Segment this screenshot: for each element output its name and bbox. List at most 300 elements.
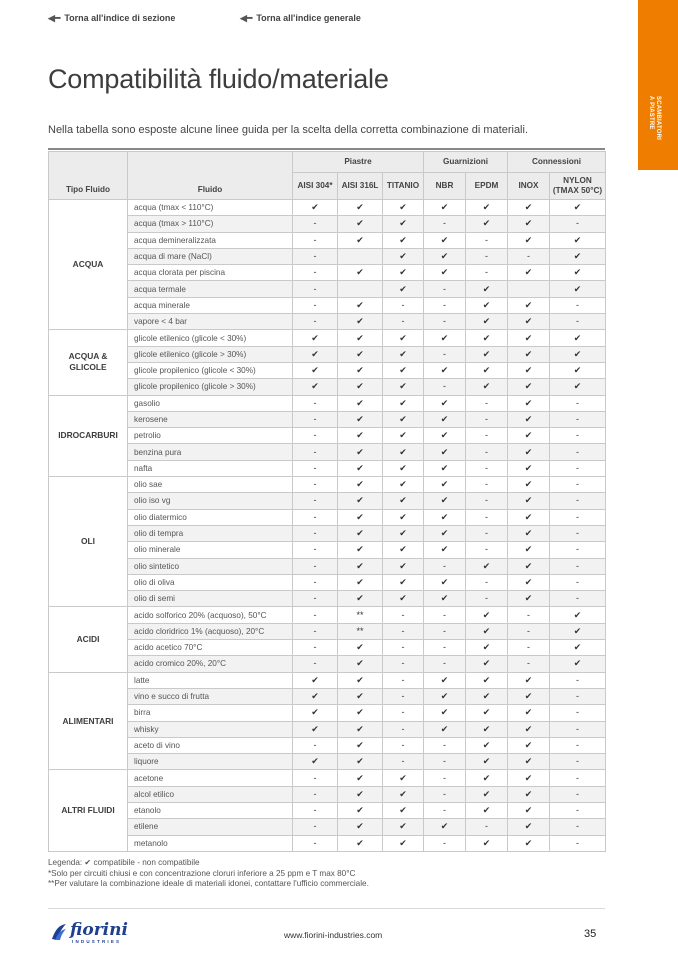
compatibility-cell: - bbox=[383, 314, 424, 330]
compatibility-cell: ✔ bbox=[293, 721, 338, 737]
compatibility-cell: - bbox=[466, 411, 508, 427]
compatibility-cell: ✔ bbox=[466, 688, 508, 704]
compatibility-cell: - bbox=[550, 216, 606, 232]
fluid-cell: acqua demineralizzata bbox=[128, 232, 293, 248]
fluid-cell: acqua (tmax < 110°C) bbox=[128, 200, 293, 216]
back-arrow-icon: ◀━ bbox=[48, 13, 61, 23]
compatibility-cell bbox=[338, 281, 383, 297]
compatibility-cell: - bbox=[508, 640, 550, 656]
table-row bbox=[49, 362, 606, 378]
compatibility-cell: ✔ bbox=[383, 477, 424, 493]
compatibility-cell: - bbox=[383, 672, 424, 688]
fluid-cell: olio iso vg bbox=[128, 493, 293, 509]
compatibility-cell: - bbox=[424, 770, 466, 786]
compatibility-cell: ✔ bbox=[424, 265, 466, 281]
compatibility-cell: ✔ bbox=[338, 688, 383, 704]
compatibility-cell: ✔ bbox=[383, 248, 424, 264]
compatibility-cell: ✔ bbox=[338, 754, 383, 770]
compatibility-cell: - bbox=[550, 672, 606, 688]
compatibility-cell: - bbox=[466, 248, 508, 264]
compatibility-cell: ✔ bbox=[424, 525, 466, 541]
compatibility-cell: ✔ bbox=[550, 281, 606, 297]
compatibility-cell: - bbox=[466, 428, 508, 444]
fluid-cell: acido solforico 20% (acquoso), 50°C bbox=[128, 607, 293, 623]
compatibility-cell: ✔ bbox=[550, 248, 606, 264]
logo-name: fiorini bbox=[70, 920, 128, 940]
table-row bbox=[49, 705, 606, 721]
compatibility-cell: ✔ bbox=[508, 802, 550, 818]
table-row bbox=[49, 477, 606, 493]
table-row bbox=[49, 411, 606, 427]
compatibility-cell: ✔ bbox=[424, 721, 466, 737]
compatibility-cell: ✔ bbox=[466, 672, 508, 688]
compatibility-cell: ✔ bbox=[466, 379, 508, 395]
compatibility-cell: ✔ bbox=[383, 216, 424, 232]
compatibility-cell: - bbox=[293, 216, 338, 232]
compatibility-cell: ✔ bbox=[424, 542, 466, 558]
compatibility-cell: ✔ bbox=[424, 574, 466, 590]
compatibility-cell: ✔ bbox=[338, 705, 383, 721]
compatibility-cell: ✔ bbox=[338, 428, 383, 444]
compatibility-cell: ✔ bbox=[466, 607, 508, 623]
compatibility-cell: ✔ bbox=[424, 428, 466, 444]
compatibility-cell: ✔ bbox=[550, 640, 606, 656]
compatibility-cell: ✔ bbox=[508, 525, 550, 541]
fluid-cell: acetone bbox=[128, 770, 293, 786]
compatibility-cell: - bbox=[293, 297, 338, 313]
fluid-cell: birra bbox=[128, 705, 293, 721]
compatibility-cell: ✔ bbox=[338, 346, 383, 362]
compatibility-cell: - bbox=[383, 721, 424, 737]
compatibility-cell: - bbox=[383, 607, 424, 623]
compatibility-cell: ✔ bbox=[466, 314, 508, 330]
table-row bbox=[49, 232, 606, 248]
compatibility-cell: ✔ bbox=[508, 591, 550, 607]
compatibility-cell: - bbox=[550, 835, 606, 851]
compatibility-cell: ✔ bbox=[338, 802, 383, 818]
compatibility-cell: ✔ bbox=[424, 248, 466, 264]
compatibility-cell: ✔ bbox=[293, 346, 338, 362]
compatibility-cell: ✔ bbox=[508, 493, 550, 509]
compatibility-cell: - bbox=[550, 754, 606, 770]
compatibility-cell: - bbox=[424, 656, 466, 672]
compatibility-cell: ✔ bbox=[508, 509, 550, 525]
fluid-cell: olio minerale bbox=[128, 542, 293, 558]
compatibility-cell: - bbox=[508, 623, 550, 639]
compatibility-cell: - bbox=[550, 786, 606, 802]
table-row bbox=[49, 248, 606, 264]
fluid-cell: vino e succo di frutta bbox=[128, 688, 293, 704]
header-col-nbr: NBR bbox=[424, 173, 466, 200]
compatibility-cell: - bbox=[550, 297, 606, 313]
category-cell: ACQUA & GLICOLE bbox=[49, 330, 128, 395]
compatibility-cell: ✔ bbox=[338, 721, 383, 737]
compatibility-cell: ✔ bbox=[338, 493, 383, 509]
table-row bbox=[49, 623, 606, 639]
compatibility-cell: - bbox=[293, 802, 338, 818]
fluid-cell: olio di semi bbox=[128, 591, 293, 607]
compatibility-cell: - bbox=[293, 819, 338, 835]
fluid-cell: glicole propilenico (glicole < 30%) bbox=[128, 362, 293, 378]
compatibility-cell: - bbox=[293, 509, 338, 525]
compatibility-cell: ✔ bbox=[383, 525, 424, 541]
compatibility-cell: ✔ bbox=[508, 705, 550, 721]
compatibility-cell: ✔ bbox=[508, 216, 550, 232]
compatibility-cell: - bbox=[424, 623, 466, 639]
compatibility-cell: - bbox=[293, 477, 338, 493]
table-row bbox=[49, 395, 606, 411]
compatibility-cell: ✔ bbox=[293, 754, 338, 770]
compatibility-cell: - bbox=[466, 574, 508, 590]
compatibility-cell: ✔ bbox=[466, 330, 508, 346]
compatibility-cell: ✔ bbox=[550, 346, 606, 362]
legend-symbols: Legenda: ✔ compatibile - non compatibile bbox=[48, 858, 200, 867]
compatibility-cell: - bbox=[508, 656, 550, 672]
compatibility-cell: - bbox=[424, 737, 466, 753]
fluid-cell: olio sintetico bbox=[128, 558, 293, 574]
compatibility-cell: - bbox=[293, 656, 338, 672]
compatibility-cell: - bbox=[293, 591, 338, 607]
header-group-connessioni: Connessioni bbox=[508, 152, 606, 173]
compatibility-cell: ✔ bbox=[508, 754, 550, 770]
compatibility-cell: ✔ bbox=[550, 330, 606, 346]
compatibility-cell: - bbox=[424, 754, 466, 770]
compatibility-cell bbox=[508, 281, 550, 297]
compatibility-cell: - bbox=[466, 819, 508, 835]
fluid-cell: olio diatermico bbox=[128, 509, 293, 525]
compatibility-cell: ✔ bbox=[383, 591, 424, 607]
compatibility-cell: ✔ bbox=[508, 477, 550, 493]
compatibility-cell: ✔ bbox=[383, 281, 424, 297]
compatibility-cell: ✔ bbox=[550, 232, 606, 248]
compatibility-cell: ✔ bbox=[508, 835, 550, 851]
compatibility-cell: ✔ bbox=[466, 558, 508, 574]
compatibility-cell: ✔ bbox=[338, 509, 383, 525]
compatibility-cell: - bbox=[293, 395, 338, 411]
compatibility-cell: - bbox=[293, 232, 338, 248]
table-row bbox=[49, 607, 606, 623]
fluid-cell: benzina pura bbox=[128, 444, 293, 460]
compatibility-cell: - bbox=[550, 509, 606, 525]
compatibility-cell: ✔ bbox=[338, 216, 383, 232]
compatibility-cell: ✔ bbox=[338, 640, 383, 656]
compatibility-cell: ✔ bbox=[550, 623, 606, 639]
compatibility-cell: - bbox=[466, 542, 508, 558]
compatibility-cell: ✔ bbox=[508, 672, 550, 688]
back-to-general-index-link[interactable]: ◀━ Torna all'indice generale bbox=[240, 13, 361, 23]
fluid-cell: olio di tempra bbox=[128, 525, 293, 541]
compatibility-cell: - bbox=[550, 558, 606, 574]
table-row bbox=[49, 721, 606, 737]
table-row bbox=[49, 591, 606, 607]
fiorini-logo-icon bbox=[50, 922, 68, 942]
table-row bbox=[49, 297, 606, 313]
compatibility-cell: ✔ bbox=[550, 379, 606, 395]
compatibility-cell: ✔ bbox=[424, 509, 466, 525]
fluid-cell: whisky bbox=[128, 721, 293, 737]
table-row bbox=[49, 835, 606, 851]
compatibility-cell: ✔ bbox=[508, 444, 550, 460]
fluid-cell: acqua (tmax > 110°C) bbox=[128, 216, 293, 232]
compatibility-cell: - bbox=[424, 314, 466, 330]
compatibility-cell: - bbox=[550, 477, 606, 493]
category-cell: ACQUA bbox=[49, 200, 128, 330]
compatibility-cell: ✔ bbox=[383, 819, 424, 835]
compatibility-cell: ** bbox=[338, 607, 383, 623]
compatibility-cell: - bbox=[466, 460, 508, 476]
fluid-cell: alcol etilico bbox=[128, 786, 293, 802]
intro-text: Nella tabella sono esposte alcune linee guida per la scelta della corretta combinazione di materiali. bbox=[48, 124, 529, 136]
fluid-cell: aceto di vino bbox=[128, 737, 293, 753]
compatibility-cell: ✔ bbox=[293, 379, 338, 395]
compatibility-cell: ✔ bbox=[424, 232, 466, 248]
compatibility-table bbox=[48, 151, 606, 852]
compatibility-cell: ✔ bbox=[338, 786, 383, 802]
table-row bbox=[49, 493, 606, 509]
compatibility-cell: ✔ bbox=[508, 574, 550, 590]
compatibility-cell: ✔ bbox=[508, 688, 550, 704]
table-row bbox=[49, 379, 606, 395]
category-cell: ALTRI FLUIDI bbox=[49, 770, 128, 851]
compatibility-cell: ✔ bbox=[466, 705, 508, 721]
compatibility-cell: - bbox=[550, 525, 606, 541]
compatibility-cell: ✔ bbox=[508, 330, 550, 346]
compatibility-cell: ✔ bbox=[383, 428, 424, 444]
section-side-tab bbox=[638, 0, 678, 170]
compatibility-cell: - bbox=[293, 835, 338, 851]
compatibility-cell: - bbox=[424, 379, 466, 395]
compatibility-cell: - bbox=[293, 460, 338, 476]
compatibility-cell: ✔ bbox=[550, 200, 606, 216]
compatibility-cell: ✔ bbox=[466, 362, 508, 378]
compatibility-cell: ✔ bbox=[466, 200, 508, 216]
compatibility-cell: ✔ bbox=[338, 200, 383, 216]
fluid-cell: glicole etilenico (glicole < 30%) bbox=[128, 330, 293, 346]
fluid-cell: olio sae bbox=[128, 477, 293, 493]
compatibility-cell: - bbox=[293, 607, 338, 623]
section-side-tab-label: SCAMBIATORI A PIASTRE bbox=[648, 96, 661, 140]
compatibility-cell: - bbox=[383, 640, 424, 656]
compatibility-cell: - bbox=[550, 688, 606, 704]
compatibility-cell: - bbox=[424, 607, 466, 623]
compatibility-cell: ✔ bbox=[424, 493, 466, 509]
compatibility-cell: - bbox=[383, 297, 424, 313]
compatibility-cell: - bbox=[550, 395, 606, 411]
legend bbox=[48, 858, 369, 890]
compatibility-cell: - bbox=[550, 314, 606, 330]
compatibility-cell: ✔ bbox=[293, 688, 338, 704]
table-row bbox=[49, 444, 606, 460]
header-col-aisi316l: AISI 316L bbox=[338, 173, 383, 200]
compatibility-cell: ** bbox=[338, 623, 383, 639]
compatibility-cell: - bbox=[550, 721, 606, 737]
header-col-titanio: TITANIO bbox=[383, 173, 424, 200]
compatibility-cell: ✔ bbox=[383, 346, 424, 362]
compatibility-cell: ✔ bbox=[383, 200, 424, 216]
table-row bbox=[49, 542, 606, 558]
compatibility-cell: - bbox=[293, 640, 338, 656]
compatibility-cell: ✔ bbox=[383, 460, 424, 476]
compatibility-cell: ✔ bbox=[338, 672, 383, 688]
table-row bbox=[49, 802, 606, 818]
compatibility-cell: ✔ bbox=[338, 525, 383, 541]
table-row bbox=[49, 428, 606, 444]
compatibility-cell: - bbox=[424, 558, 466, 574]
legend-note-2: **Per valutare la combinazione ideale di materiali idonei, contattare l'ufficio commerciale. bbox=[48, 879, 369, 888]
compatibility-cell: - bbox=[424, 786, 466, 802]
compatibility-cell: - bbox=[550, 737, 606, 753]
compatibility-cell: ✔ bbox=[424, 200, 466, 216]
category-cell: ACIDI bbox=[49, 607, 128, 672]
compatibility-cell: ✔ bbox=[424, 444, 466, 460]
compatibility-cell: - bbox=[293, 737, 338, 753]
fluid-cell: glicole etilenico (glicole > 30%) bbox=[128, 346, 293, 362]
fiorini-logo bbox=[50, 920, 140, 948]
category-cell: IDROCARBURI bbox=[49, 395, 128, 476]
compatibility-cell: ✔ bbox=[508, 428, 550, 444]
compatibility-cell: - bbox=[550, 460, 606, 476]
compatibility-cell: - bbox=[424, 835, 466, 851]
fluid-cell: acido cromico 20%, 20°C bbox=[128, 656, 293, 672]
compatibility-cell: - bbox=[550, 428, 606, 444]
compatibility-cell: ✔ bbox=[508, 200, 550, 216]
website-url[interactable]: www.fiorini-industries.com bbox=[284, 930, 383, 940]
compatibility-cell: ✔ bbox=[383, 770, 424, 786]
compatibility-cell: ✔ bbox=[466, 281, 508, 297]
header-group-guarnizioni: Guarnizioni bbox=[424, 152, 508, 173]
compatibility-cell: - bbox=[293, 623, 338, 639]
compatibility-cell: - bbox=[293, 248, 338, 264]
compatibility-cell: ✔ bbox=[293, 362, 338, 378]
compatibility-cell: ✔ bbox=[338, 835, 383, 851]
back-arrow-icon: ◀━ bbox=[240, 13, 253, 23]
compatibility-cell: - bbox=[466, 525, 508, 541]
compatibility-cell: ✔ bbox=[338, 444, 383, 460]
compatibility-cell: - bbox=[424, 346, 466, 362]
header-col-aisi304: AISI 304* bbox=[293, 173, 338, 200]
compatibility-cell: - bbox=[550, 411, 606, 427]
compatibility-cell: - bbox=[293, 525, 338, 541]
compatibility-cell: - bbox=[550, 444, 606, 460]
compatibility-cell: ✔ bbox=[424, 362, 466, 378]
table-row bbox=[49, 346, 606, 362]
compatibility-cell: ✔ bbox=[424, 411, 466, 427]
compatibility-cell: - bbox=[424, 297, 466, 313]
compatibility-cell: - bbox=[383, 754, 424, 770]
compatibility-cell: ✔ bbox=[508, 558, 550, 574]
compatibility-cell: ✔ bbox=[508, 265, 550, 281]
logo-subtitle: INDUSTRIES bbox=[72, 939, 122, 944]
compatibility-cell: - bbox=[293, 574, 338, 590]
table-row bbox=[49, 770, 606, 786]
table-row bbox=[49, 330, 606, 346]
header-fluido: Fluido bbox=[128, 152, 293, 200]
compatibility-cell bbox=[338, 248, 383, 264]
compatibility-cell: - bbox=[383, 656, 424, 672]
compatibility-cell: ✔ bbox=[383, 835, 424, 851]
table-row bbox=[49, 216, 606, 232]
fluid-cell: acqua clorata per piscina bbox=[128, 265, 293, 281]
compatibility-cell: ✔ bbox=[338, 460, 383, 476]
fluid-cell: acido cloridrico 1% (acquoso), 20°C bbox=[128, 623, 293, 639]
compatibility-cell: ✔ bbox=[338, 411, 383, 427]
compatibility-cell: - bbox=[383, 688, 424, 704]
compatibility-cell: ✔ bbox=[466, 623, 508, 639]
compatibility-cell: ✔ bbox=[466, 346, 508, 362]
compatibility-cell: - bbox=[550, 574, 606, 590]
page-number: 35 bbox=[584, 928, 597, 940]
compatibility-cell: ✔ bbox=[338, 542, 383, 558]
compatibility-cell: ✔ bbox=[424, 819, 466, 835]
compatibility-cell: ✔ bbox=[508, 542, 550, 558]
compatibility-cell: ✔ bbox=[508, 395, 550, 411]
compatibility-cell: - bbox=[293, 428, 338, 444]
table-row bbox=[49, 281, 606, 297]
compatibility-cell: - bbox=[550, 591, 606, 607]
fluid-cell: acqua minerale bbox=[128, 297, 293, 313]
compatibility-cell: ✔ bbox=[383, 444, 424, 460]
compatibility-cell: ✔ bbox=[338, 558, 383, 574]
compatibility-cell: - bbox=[293, 281, 338, 297]
fluid-cell: acqua termale bbox=[128, 281, 293, 297]
compatibility-cell: - bbox=[508, 607, 550, 623]
fluid-cell: liquore bbox=[128, 754, 293, 770]
fluid-cell: gasolio bbox=[128, 395, 293, 411]
compatibility-cell: ✔ bbox=[383, 330, 424, 346]
compatibility-cell: - bbox=[466, 265, 508, 281]
compatibility-cell: ✔ bbox=[293, 330, 338, 346]
compatibility-cell: - bbox=[550, 705, 606, 721]
compatibility-cell: - bbox=[508, 248, 550, 264]
table-row bbox=[49, 460, 606, 476]
compatibility-cell: - bbox=[466, 477, 508, 493]
fluid-cell: petrolio bbox=[128, 428, 293, 444]
compatibility-cell: - bbox=[466, 509, 508, 525]
compatibility-cell: ✔ bbox=[466, 835, 508, 851]
compatibility-cell: ✔ bbox=[383, 786, 424, 802]
compatibility-cell: ✔ bbox=[466, 754, 508, 770]
compatibility-cell: ✔ bbox=[383, 379, 424, 395]
compatibility-cell: ✔ bbox=[424, 688, 466, 704]
back-to-section-link[interactable]: ◀━ Torna all'indice di sezione bbox=[48, 13, 176, 23]
compatibility-cell: - bbox=[293, 770, 338, 786]
fluid-cell: kerosene bbox=[128, 411, 293, 427]
compatibility-cell: ✔ bbox=[466, 721, 508, 737]
table-row bbox=[49, 737, 606, 753]
fluid-cell: etanolo bbox=[128, 802, 293, 818]
compatibility-cell: - bbox=[424, 281, 466, 297]
page-title: Compatibilità fluido/materiale bbox=[48, 64, 389, 94]
compatibility-cell: ✔ bbox=[424, 477, 466, 493]
compatibility-cell: - bbox=[550, 819, 606, 835]
category-cell: ALIMENTARI bbox=[49, 672, 128, 770]
fluid-cell: olio di oliva bbox=[128, 574, 293, 590]
fluid-cell: nafta bbox=[128, 460, 293, 476]
table-row bbox=[49, 574, 606, 590]
compatibility-cell: ✔ bbox=[338, 297, 383, 313]
compatibility-cell: ✔ bbox=[338, 265, 383, 281]
compatibility-cell: - bbox=[293, 411, 338, 427]
compatibility-cell: - bbox=[383, 737, 424, 753]
compatibility-cell: ✔ bbox=[383, 493, 424, 509]
fluid-cell: glicole propilenico (glicole > 30%) bbox=[128, 379, 293, 395]
table-row bbox=[49, 558, 606, 574]
fluid-cell: latte bbox=[128, 672, 293, 688]
compatibility-cell: ✔ bbox=[338, 656, 383, 672]
fluid-cell: vapore < 4 bar bbox=[128, 314, 293, 330]
table-row bbox=[49, 265, 606, 281]
compatibility-cell: ✔ bbox=[508, 786, 550, 802]
